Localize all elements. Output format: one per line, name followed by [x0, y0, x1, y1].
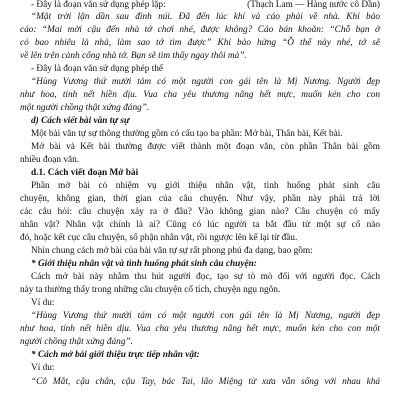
text-line: Cách mở bài này nhằm thu hút người đọc, tạo sự tò mò đối với người đọc. Cách [31, 272, 380, 282]
bullet-heading: * Giới thiệu nhân vật và tình huống phát sinh câu chuyện: [31, 259, 257, 269]
text-line: người chồng thật xứng đáng”. [20, 337, 133, 347]
subsection-heading: d.1. Cách viết đoạn Mở bài [31, 168, 139, 178]
text-line: Mở bài và Kết bài thường được viết thành một đoạn văn, còn phần Thân bài gồm [31, 142, 380, 152]
text-line: Một bài văn tự sự thông thường gồm có cấu tạo ba phần: Mở bài, Thân bài, Kết bài. [31, 129, 343, 139]
citation-line: (Thạch Lam — Hàng nước cô Dần) [247, 0, 380, 10]
text-line: này ta thường thấy trong những câu chuyện cổ tích, chuyện ngụ ngôn. [20, 285, 281, 295]
text-line: “Cô Mắt, cậu chân, cậu Tay, bác Tai, lão Miệng từ xưa vẫn sống với nhau khá [31, 377, 380, 387]
section-heading: d) Cách viết bài văn tự sự [31, 116, 130, 126]
text-line: về lên trên cành cống nhà tớ. Bạn sẽ tìm thấy ngay thôi mà”. [20, 51, 247, 61]
bullet-heading: * Cách mở bài giới thiệu trực tiếp nhân vật: [31, 350, 200, 360]
text-line: nhân vật? Nhân vật chính là ai? Cũng có lúc người ta bắt đầu từ một sự cố nào [20, 220, 380, 230]
text-line: các câu hỏi: câu chuyện xảy ra ở đâu? Vào không gian nào? Câu chuyện có mấy [20, 207, 380, 217]
text-line: “Hùng Vương thứ mười tám có một người con gái tên là Mị Nương, người đẹp [31, 311, 380, 321]
text-line: - Đây là đoạn văn sử dụng phép lặp: [31, 0, 166, 10]
text-line: có bao nhiêu là nhà, làm sao tớ tìm được” Khỉ bảo hừng “Ồ thế này nhé, tớ sẽ [20, 38, 380, 48]
example-label: Ví du: [31, 298, 55, 308]
text-line: một người chồng thật xứng đáng”. [20, 103, 150, 113]
text-line: “Hùng Vương thứ mười tám có một người con gái tên là Mị Nương. Người đẹp [31, 77, 380, 87]
text-line: chuyện, không gian, thời gian của câu chuyện. Như vậy, phần này phải trả lời [20, 194, 380, 204]
text-line: Phần mở bài có nhiệm vụ giới thiệu nhân vật, tình huống phát sinh câu [31, 181, 380, 191]
text-line: nhiều đoạn văn. [20, 155, 80, 165]
text-line: như hoa, tính nết hiền dịu. Vua cha yêu thương nâng hết mực, muốn kén cho con một [20, 324, 380, 334]
example-label: Ví du: [31, 363, 55, 373]
text-line: cáo: “Mai mời cậu đến nhà tớ chơi nhé, được không? Cáo bán khoăn: “Chỗ bạn ở [20, 25, 380, 35]
text-line: - Đây là đoạn văn sử dụng phép thế [31, 64, 164, 74]
text-line: đó, hoặc kết cục câu chuyện, số phận nhân vật, rồi ngược lên kể lại từ đầu. [20, 233, 298, 243]
text-line: “Mặt trời lặn dần sau đỉnh núi. Đã đến lúc khí và cáo phải về nhà. Khỉ bảo [31, 12, 380, 22]
text-line: Nhìn chung cách mở bài của bài văn tự sự rất phong phú đa dạng, bao gồm: [31, 246, 313, 256]
text-line: như hoa, tính nết hiền dịu. Vua cha yêu thương nâng hết mực, muốn kén cho con [20, 90, 380, 100]
